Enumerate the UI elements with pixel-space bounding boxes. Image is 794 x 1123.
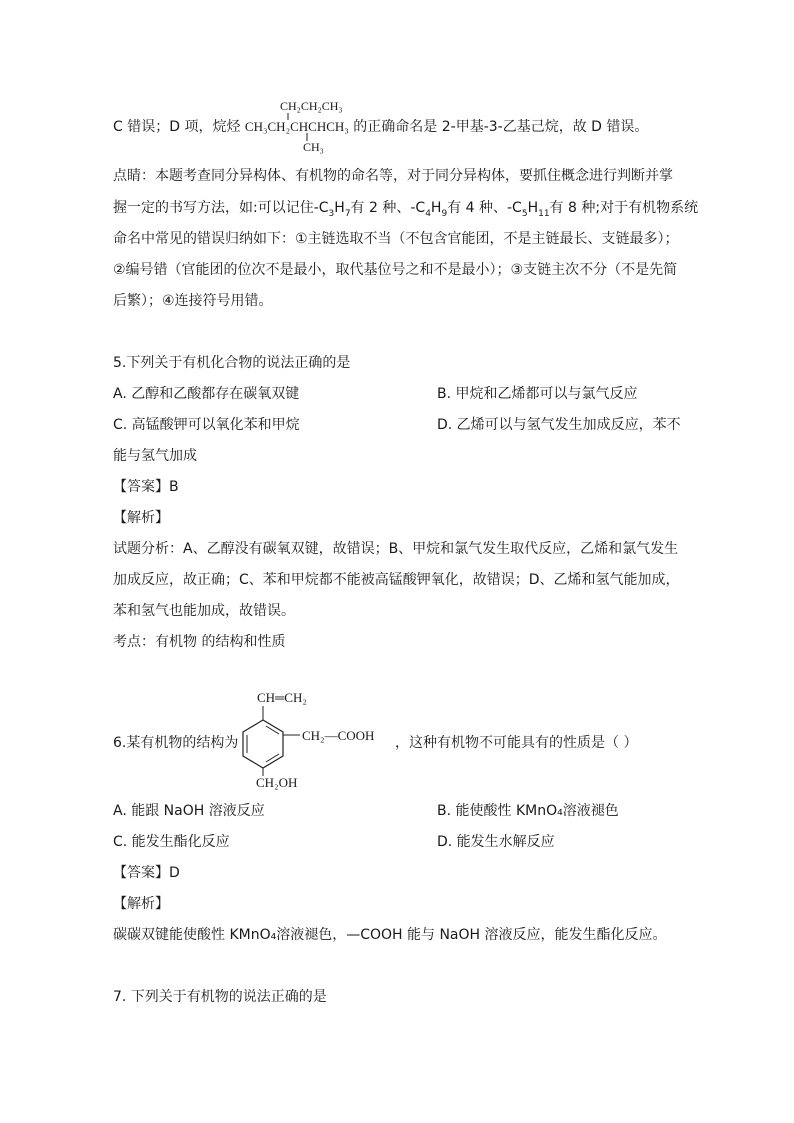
q5-answer: 【答案】B (113, 479, 179, 495)
structure-hydroxymethyl-group: CH₂OH (256, 775, 298, 790)
q5-analysis-label: 【解析】 (113, 510, 169, 526)
q5-option-d-cont: 能与氢气加成 (113, 448, 197, 464)
structure-vinyl-group: CH═CH₂ (257, 690, 307, 705)
q6-option-c: C. 能发生酯化反应 (113, 834, 230, 850)
q5-analysis-3: 苯和氢气也能加成，故错误。 (113, 603, 295, 619)
q6-stem-after: ，这种有机物不可能具有的性质是（ ） (395, 735, 638, 751)
c-error-after: 的正确命名是 2-甲基-3-乙基己烷，故 D 错误。 (353, 119, 649, 135)
q5-option-a: A. 乙醇和乙酸都存在碳氧双键 (113, 386, 300, 402)
q6-analysis-label: 【解析】 (113, 896, 169, 912)
formula-branch-top: CH₂CH₂CH₃ (280, 99, 343, 113)
formula-main-chain: CH₃CH₂CHCHCH₃ (244, 119, 349, 134)
q6-option-d: D. 能发生水解反应 (437, 834, 555, 850)
q5-option-c: C. 高锰酸钾可以氧化苯和甲烷 (113, 417, 300, 433)
tips-line-1: 点睛：本题考查同分异构体、有机物的命名等，对于同分异构体，要抓住概念进行判断并掌 (113, 168, 673, 184)
benzene-ring-icon (0, 0, 1, 1)
q6-stem-before: 6.某有机物的结构为 (113, 735, 239, 751)
q6-analysis-1: 碳碳双键能使酸性 KMnO₄溶液褪色，—COOH 能与 NaOH 溶液反应，能发生酯化反应。 (113, 927, 667, 943)
q5-analysis-1: 试题分析：A、乙醇没有碳氧双键，故错误；B、甲烷和氯气发生取代反应，乙烯和氯气发生 (113, 541, 679, 557)
tips-line-3: 命名中常见的错误归纳如下：①主链选取不当（不包含官能团，不是主链最长、支链最多）； (113, 231, 679, 247)
q5-stem: 5.下列关于有机化合物的说法正确的是 (113, 355, 351, 371)
q5-analysis-2: 加成反应，故正确；C、苯和甲烷都不能被高锰酸钾氧化，故错误；D、乙烯和氢气能加成， (113, 572, 680, 588)
tips-line-5: 后繁）；④连接符号用错。 (113, 293, 273, 309)
tips-line-4: ②编号错（官能团的位次不是最小，取代基位号之和不是最小）；③支链主次不分（不是先简 (113, 262, 678, 278)
q5-option-b: B. 甲烷和乙烯都可以与氯气反应 (437, 386, 638, 402)
q6-option-b: B. 能使酸性 KMnO₄溶液褪色 (437, 803, 619, 819)
formula-branch-bottom: CH₃ (303, 140, 324, 154)
c-error-before: C 错误；D 项，烷烃 (113, 119, 241, 135)
c-error-line (113, 118, 648, 136)
q7-stem: 7. 下列关于有机物的说法正确的是 (113, 989, 327, 1005)
q5-point: 考点：有机物 的结构和性质 (113, 634, 286, 650)
structure-acetic-group: CH₂—COOH (302, 728, 375, 743)
q6-option-a: A. 能跟 NaOH 溶液反应 (113, 803, 265, 819)
q5-option-d: D. 乙烯可以与氢气发生加成反应，苯不 (437, 417, 681, 433)
q6-answer: 【答案】D (113, 865, 180, 881)
tips-line-2: 握一定的书写方法，如:可以记住$-C_3H_7$有 2 种、$-C_4H_9$有 4 种、$-C_5H_{11}$有 8 种;对于有机物系统 (113, 200, 699, 219)
